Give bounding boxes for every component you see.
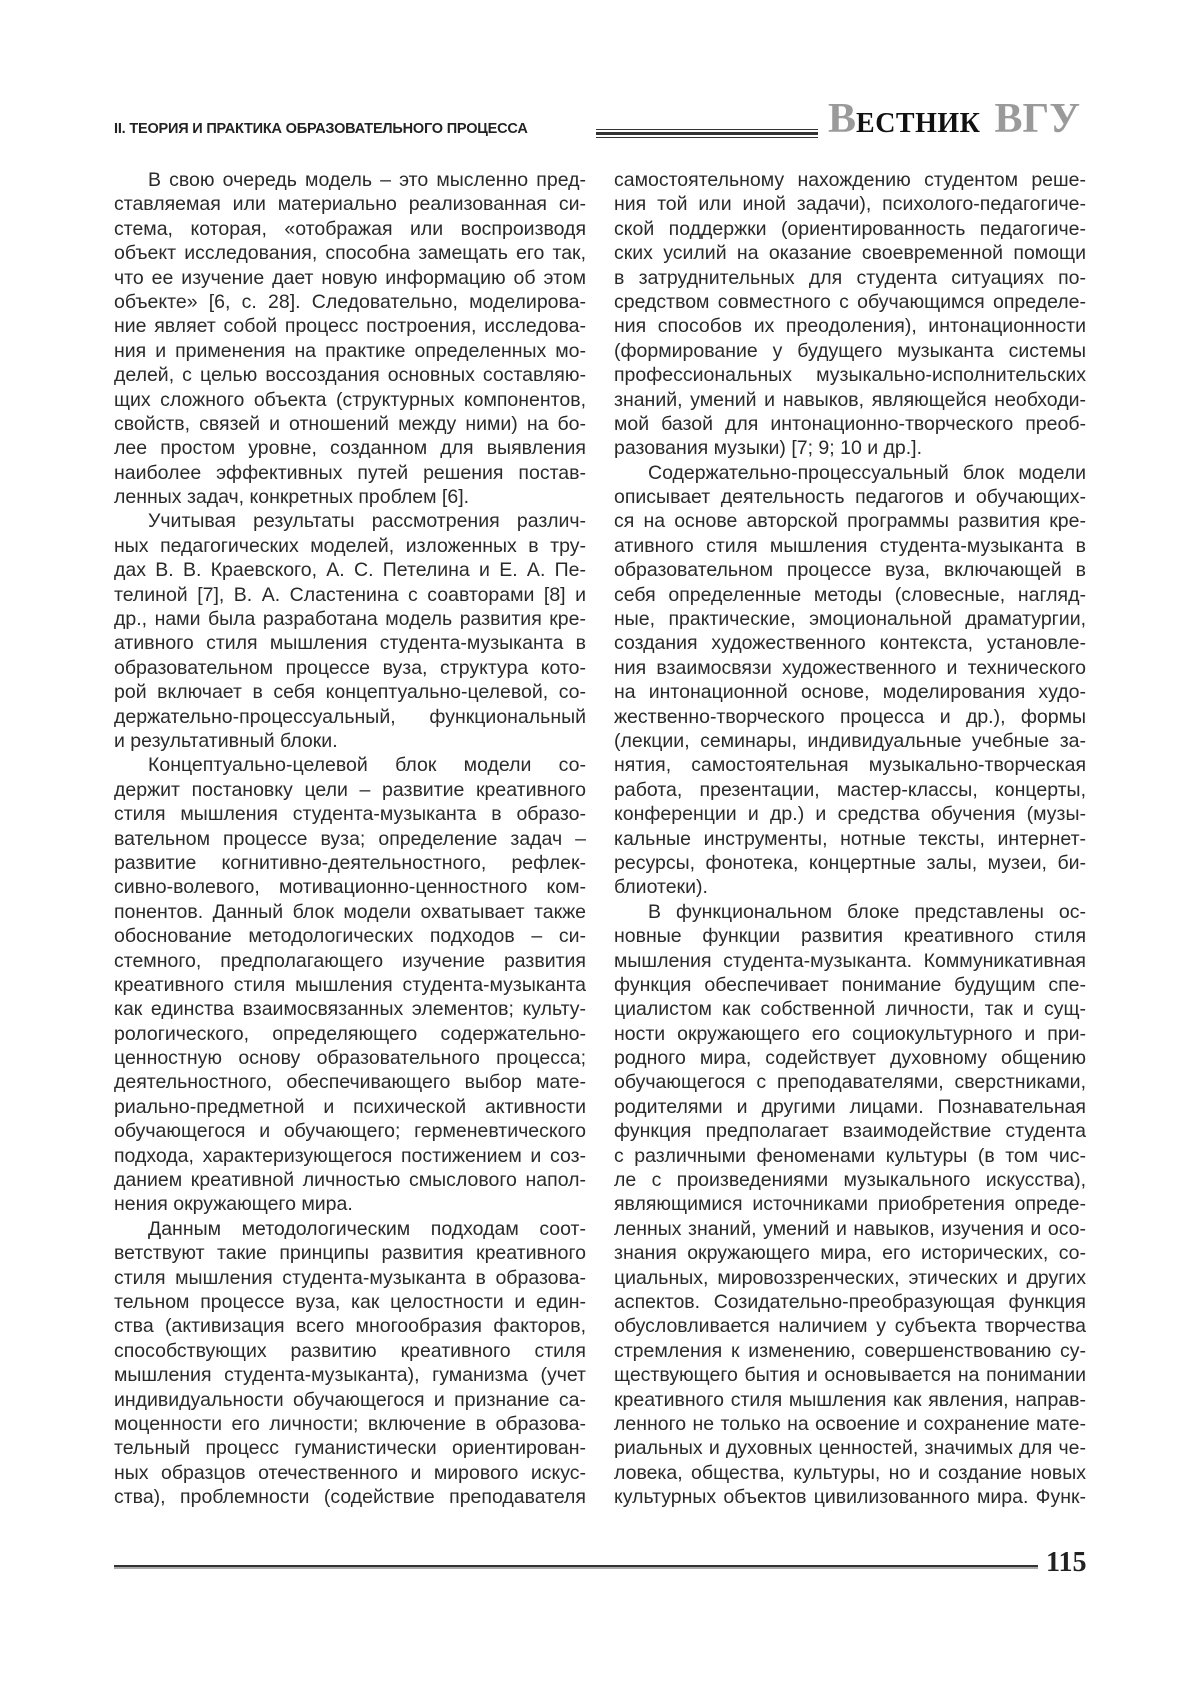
text-line bbox=[114, 363, 586, 387]
text-line bbox=[114, 314, 586, 338]
text-line bbox=[614, 827, 1086, 851]
text-line bbox=[114, 1485, 586, 1509]
text-line bbox=[614, 1144, 1086, 1168]
text-line bbox=[114, 900, 586, 924]
text-line-content: обучающегося и обучающего; герменевтического bbox=[114, 1120, 586, 1142]
text-line bbox=[114, 1046, 586, 1070]
text-line bbox=[114, 997, 586, 1021]
text-line-content: описывает деятельность педагогов и обучающих- bbox=[614, 486, 1086, 508]
text-line-content: ные, практические, эмоциональной драматургии, bbox=[614, 608, 1086, 630]
text-line bbox=[614, 753, 1086, 777]
text-line-content: тельный процесс гуманистически ориентирован- bbox=[114, 1437, 586, 1459]
text-line-content: ативного стиля мышления студента-музыканта в bbox=[614, 535, 1086, 557]
text-line bbox=[114, 1290, 586, 1314]
text-line-content: способствующих развитию креативного стиля bbox=[114, 1340, 586, 1362]
text-line-content: жественно-творческого процесса и др.), формы bbox=[614, 706, 1086, 728]
text-line-content: работа, презентации, мастер-классы, концерты, bbox=[614, 779, 1086, 801]
text-line bbox=[114, 388, 586, 412]
text-line-content: разования музыки) [7; 9; 10 и др.]. bbox=[614, 437, 922, 459]
logo-rest: ЕСТНИК bbox=[856, 108, 980, 139]
text-line bbox=[114, 436, 586, 460]
text-line-content: ветствуют такие принципы развития креативного bbox=[114, 1242, 586, 1264]
text-line-content: нятия, самостоятельная музыкально-творческая bbox=[614, 754, 1086, 776]
text-line bbox=[114, 290, 586, 314]
text-line bbox=[114, 1070, 586, 1094]
text-line-content: ленных задач, конкретных проблем [6]. bbox=[114, 486, 469, 508]
text-line bbox=[114, 1436, 586, 1460]
text-line-content: ставляемая или материально реализованная си- bbox=[114, 193, 586, 215]
text-line bbox=[614, 802, 1086, 826]
text-line-content: мышления студента-музыканта), гуманизма (учет bbox=[114, 1364, 586, 1386]
journal-logo bbox=[828, 98, 1080, 140]
text-line bbox=[614, 778, 1086, 802]
logo-first-letter: В bbox=[828, 96, 856, 142]
text-line-content: сивно-волевого, мотивационно-ценностного ком- bbox=[114, 876, 586, 898]
text-line-content: ловека, общества, культуры, но и создание новых bbox=[614, 1462, 1086, 1484]
text-line bbox=[614, 875, 1086, 899]
text-line bbox=[114, 949, 586, 973]
text-line bbox=[614, 1022, 1086, 1046]
text-line bbox=[614, 290, 1086, 314]
text-line bbox=[114, 729, 586, 753]
text-line-content: обучающегося с преподавателями, сверстниками, bbox=[614, 1071, 1086, 1093]
text-line-content: данием креативной личностью смыслового напол- bbox=[114, 1169, 586, 1191]
text-line-content: В свою очередь модель – это мысленно пред- bbox=[148, 169, 586, 191]
text-line-content: дах В. В. Краевского, А. С. Петелина и Е. А. Пе- bbox=[114, 559, 586, 581]
text-line bbox=[114, 266, 586, 290]
text-line-content: рологического, определяющего содержательно- bbox=[114, 1023, 586, 1045]
text-line bbox=[114, 827, 586, 851]
text-line-content: телиной [7], В. А. Сластенина с соавторами [8] и bbox=[114, 584, 586, 606]
paragraph bbox=[114, 168, 586, 509]
text-line bbox=[114, 485, 586, 509]
text-line bbox=[114, 680, 586, 704]
text-line-content: обусловливается наличием у субъекта творчества bbox=[614, 1315, 1086, 1337]
page-number: 115 bbox=[1046, 1547, 1086, 1579]
text-line bbox=[614, 851, 1086, 875]
text-line-content: создания художественного контекста, установле- bbox=[614, 632, 1086, 654]
text-line-content: Концептуально-целевой блок модели со- bbox=[148, 754, 586, 776]
text-line bbox=[114, 217, 586, 241]
text-line bbox=[614, 558, 1086, 582]
text-line bbox=[114, 1388, 586, 1412]
text-line bbox=[614, 1192, 1086, 1216]
text-line-content: Данным методологическим подходам соот- bbox=[148, 1218, 586, 1240]
paragraph bbox=[114, 509, 586, 753]
text-line bbox=[114, 973, 586, 997]
text-line-content: ных педагогических моделей, изложенных в тру- bbox=[114, 535, 586, 557]
text-line bbox=[114, 875, 586, 899]
text-line-content: (формирование у будущего музыканта системы bbox=[614, 340, 1086, 362]
text-line bbox=[614, 656, 1086, 680]
text-line bbox=[614, 1290, 1086, 1314]
text-line-content: на интонационной основе, моделирования худо- bbox=[614, 681, 1086, 703]
text-line bbox=[114, 851, 586, 875]
text-line-content: моценности его личности; включение в образова- bbox=[114, 1413, 586, 1435]
text-line-content: с различными феноменами культуры (в том чис- bbox=[614, 1145, 1086, 1167]
text-line-content: ства (активизация всего многообразия факторов, bbox=[114, 1315, 586, 1337]
text-line bbox=[614, 241, 1086, 265]
text-line bbox=[114, 924, 586, 948]
text-line bbox=[614, 607, 1086, 631]
text-line bbox=[114, 509, 586, 533]
text-line bbox=[614, 436, 1086, 460]
text-line bbox=[114, 583, 586, 607]
header-rule bbox=[596, 129, 818, 138]
text-line bbox=[114, 461, 586, 485]
text-line bbox=[614, 485, 1086, 509]
text-line bbox=[114, 412, 586, 436]
text-line-content: ществующего бытия и основывается на понимании bbox=[614, 1364, 1086, 1386]
text-line-content: ния и применения на практике определенных мо- bbox=[114, 340, 586, 362]
text-line-content: др., нами была разработана модель развития кре- bbox=[114, 608, 586, 630]
text-line-content: креативного стиля мышления студента-музыканта bbox=[114, 974, 586, 996]
text-line-content: держательно-процессуальный, функциональный bbox=[114, 706, 586, 728]
text-line-content: новные функции развития креативного стиля bbox=[614, 925, 1086, 947]
text-line-content: средством совместного с обучающимся определе- bbox=[614, 291, 1086, 313]
paragraph bbox=[614, 461, 1086, 900]
text-line bbox=[114, 339, 586, 363]
text-line bbox=[614, 1095, 1086, 1119]
text-line bbox=[614, 583, 1086, 607]
text-line bbox=[114, 705, 586, 729]
footer-rule bbox=[114, 1565, 1038, 1567]
paragraph bbox=[114, 1217, 586, 1510]
text-line bbox=[114, 1192, 586, 1216]
text-line-content: ативного стиля мышления студента-музыканта в bbox=[114, 632, 586, 654]
text-line-content: аспектов. Созидательно-преобразующая функция bbox=[614, 1291, 1086, 1313]
text-line-content: самостоятельному нахождению студентом реше- bbox=[614, 169, 1086, 191]
text-line-content: профессиональных музыкально-исполнительских bbox=[614, 364, 1086, 386]
text-line bbox=[114, 241, 586, 265]
text-line-content: тельном процессе вуза, как целостности и един- bbox=[114, 1291, 586, 1313]
text-line-content: индивидуальности обучающегося и признание са- bbox=[114, 1389, 586, 1411]
text-line-content: знания окружающего мира, его исторических, со- bbox=[614, 1242, 1086, 1264]
text-line-content: деятельностного, обеспечивающего выбор мате- bbox=[114, 1071, 586, 1093]
text-line-content: ресурсы, фонотека, концертные залы, музеи, би- bbox=[614, 852, 1086, 874]
text-line-content: делей, с целью воссоздания основных составляю- bbox=[114, 364, 586, 386]
text-line bbox=[114, 192, 586, 216]
text-line-content: функция обеспечивает понимание будущим спе- bbox=[614, 974, 1086, 996]
text-line bbox=[614, 1266, 1086, 1290]
text-line-content: наиболее эффективных путей решения постав- bbox=[114, 462, 586, 484]
text-line bbox=[114, 1241, 586, 1265]
text-line bbox=[614, 461, 1086, 485]
text-line-content: родного мира, содействует духовному общению bbox=[614, 1047, 1086, 1069]
text-line-content: ния взаимосвязи художественного и технического bbox=[614, 657, 1086, 679]
text-line bbox=[114, 753, 586, 777]
text-line bbox=[614, 1168, 1086, 1192]
text-line bbox=[614, 1388, 1086, 1412]
text-line bbox=[114, 1022, 586, 1046]
text-line bbox=[614, 997, 1086, 1021]
text-line bbox=[614, 1070, 1086, 1094]
text-line-content: Содержательно-процессуальный блок модели bbox=[648, 462, 1086, 484]
text-line-content: культурных объектов цивилизованного мира. Функ- bbox=[614, 1486, 1086, 1508]
text-line bbox=[114, 1461, 586, 1485]
text-line bbox=[614, 1412, 1086, 1436]
text-line-content: стремления к изменению, совершенствованию су- bbox=[614, 1340, 1086, 1362]
right-column bbox=[614, 168, 1086, 1509]
text-line-content: (лекции, семинары, индивидуальные учебные за- bbox=[614, 730, 1086, 752]
text-line bbox=[614, 631, 1086, 655]
text-line bbox=[614, 1217, 1086, 1241]
paragraph bbox=[114, 753, 586, 1216]
text-line-content: ности окружающего его социокультурного и при- bbox=[614, 1023, 1086, 1045]
text-line-content: стиля мышления студента-музыканта в образова- bbox=[114, 1267, 586, 1289]
text-line-content: как единства взаимосвязанных элементов; культу- bbox=[114, 998, 586, 1020]
text-line-content: вательном процессе вуза; определение задач – bbox=[114, 828, 586, 850]
text-line bbox=[614, 1436, 1086, 1460]
text-line bbox=[114, 534, 586, 558]
text-line-content: ных образцов отечественного и мирового искус- bbox=[114, 1462, 586, 1484]
text-line-content: родителями и другими лицами. Познавательная bbox=[614, 1096, 1086, 1118]
text-line bbox=[114, 1119, 586, 1143]
text-line bbox=[614, 314, 1086, 338]
text-line bbox=[614, 168, 1086, 192]
text-line bbox=[614, 1241, 1086, 1265]
text-line-content: циалистом как собственной личности, так и сущ- bbox=[614, 998, 1086, 1020]
text-line-content: рой включает в себя концептуально-целевой, со- bbox=[114, 681, 586, 703]
text-line bbox=[614, 1363, 1086, 1387]
text-line-content: стемного, предполагающего изучение развития bbox=[114, 950, 586, 972]
text-line bbox=[614, 729, 1086, 753]
text-line-content: Учитывая результаты рассмотрения различ- bbox=[148, 510, 586, 532]
text-line-content: объекте» [6, с. 28]. Следовательно, моделирова- bbox=[114, 291, 586, 313]
text-line-content: ле с произведениями музыкального искусства), bbox=[614, 1169, 1086, 1191]
text-line-content: мышления студента-музыканта. Коммуникативная bbox=[614, 950, 1086, 972]
text-line bbox=[114, 558, 586, 582]
text-line bbox=[614, 509, 1086, 533]
text-line-content: ния той или иной задачи), психолого-педагогиче- bbox=[614, 193, 1086, 215]
text-line bbox=[614, 217, 1086, 241]
text-line bbox=[614, 949, 1086, 973]
text-line bbox=[614, 1119, 1086, 1143]
text-line-content: знаний, умений и навыков, являющейся необходи- bbox=[614, 389, 1086, 411]
text-line bbox=[114, 168, 586, 192]
text-line bbox=[614, 705, 1086, 729]
text-line-content: являющимися источниками приобретения опреде- bbox=[614, 1193, 1086, 1215]
text-line bbox=[614, 1485, 1086, 1509]
text-line bbox=[114, 1339, 586, 1363]
text-line-content: ства), проблемности (содействие преподавателя bbox=[114, 1486, 586, 1508]
paragraph bbox=[614, 168, 1086, 461]
text-line bbox=[614, 924, 1086, 948]
running-head-section-title: II. ТЕОРИЯ И ПРАКТИКА ОБРАЗОВАТЕЛЬНОГО ПРОЦЕССА bbox=[114, 121, 528, 137]
text-line bbox=[114, 656, 586, 680]
text-line bbox=[114, 1144, 586, 1168]
text-line-content: креативного стиля мышления как явления, направ- bbox=[614, 1389, 1086, 1411]
text-line bbox=[114, 778, 586, 802]
text-line-content: циальных, мировоззренческих, этических и других bbox=[614, 1267, 1086, 1289]
text-line-content: риально-предметной и психической активности bbox=[114, 1096, 586, 1118]
text-line-content: образовательном процессе вуза, структура кото- bbox=[114, 657, 586, 679]
text-line bbox=[614, 412, 1086, 436]
text-line-content: нения окружающего мира. bbox=[114, 1193, 353, 1215]
text-line-content: ской поддержки (ориентированность педагогиче- bbox=[614, 218, 1086, 240]
text-line-content: стиля мышления студента-музыканта в образо- bbox=[114, 803, 586, 825]
logo-suffix: ВГУ bbox=[994, 96, 1080, 142]
text-line-content: конференции и др.) и средства обучения (музы- bbox=[614, 803, 1086, 825]
text-line-content: ценностную основу образовательного процесса; bbox=[114, 1047, 586, 1069]
text-line-content: ние являет собой процесс построения, исследова- bbox=[114, 315, 586, 337]
text-line bbox=[614, 900, 1086, 924]
text-line-content: ленных знаний, умений и навыков, изучения и осо- bbox=[614, 1218, 1086, 1240]
text-line-content: себя определенные методы (словесные, нагляд- bbox=[614, 584, 1086, 606]
text-line-content: ния способов их преодоления), интонационности bbox=[614, 315, 1086, 337]
text-line bbox=[614, 339, 1086, 363]
text-line-content: лее простом уровне, созданном для выявления bbox=[114, 437, 586, 459]
text-line bbox=[114, 1168, 586, 1192]
text-line-content: в затруднительных для студента ситуациях по- bbox=[614, 267, 1086, 289]
text-line bbox=[614, 192, 1086, 216]
text-line bbox=[614, 1314, 1086, 1338]
text-line-content: блиотеки). bbox=[614, 876, 708, 898]
text-line-content: стема, которая, «отображая или воспроизводя bbox=[114, 218, 586, 240]
text-line bbox=[114, 607, 586, 631]
text-line bbox=[114, 631, 586, 655]
text-line-content: щих сложного объекта (структурных компонентов, bbox=[114, 389, 586, 411]
text-line bbox=[614, 1339, 1086, 1363]
text-line-content: обоснование методологических подходов – си- bbox=[114, 925, 586, 947]
text-line bbox=[614, 1461, 1086, 1485]
text-line-content: риальных и духовных ценностей, значимых для че- bbox=[614, 1437, 1086, 1459]
text-line-content: и результативный блоки. bbox=[114, 730, 338, 752]
text-line-content: образовательном процессе вуза, включающей в bbox=[614, 559, 1086, 581]
text-line-content: ских усилий на оказание своевременной помощи bbox=[614, 242, 1086, 264]
text-line bbox=[114, 1217, 586, 1241]
text-line bbox=[114, 1095, 586, 1119]
text-line bbox=[614, 388, 1086, 412]
text-line bbox=[614, 363, 1086, 387]
text-line bbox=[614, 534, 1086, 558]
text-line-content: развитие когнитивно-деятельностного, рефлек- bbox=[114, 852, 586, 874]
text-line-content: В функциональном блоке представлены ос- bbox=[648, 901, 1086, 923]
text-line-content: кальные инструменты, нотные тексты, интернет- bbox=[614, 828, 1086, 850]
text-line-content: подхода, характеризующегося постижением и соз- bbox=[114, 1145, 586, 1167]
text-line bbox=[614, 266, 1086, 290]
text-line bbox=[114, 1363, 586, 1387]
text-line bbox=[114, 802, 586, 826]
text-line-content: ся на основе авторской программы развития кре- bbox=[614, 510, 1086, 532]
text-line bbox=[614, 1046, 1086, 1070]
text-line bbox=[114, 1266, 586, 1290]
text-line bbox=[114, 1412, 586, 1436]
text-line-content: мой базой для интонационно-творческого преоб- bbox=[614, 413, 1086, 435]
text-line-content: держит постановку цели – развитие креативного bbox=[114, 779, 586, 801]
text-line bbox=[614, 973, 1086, 997]
left-column bbox=[114, 168, 586, 1509]
text-line bbox=[614, 680, 1086, 704]
text-line-content: функция предполагает взаимодействие студента bbox=[614, 1120, 1086, 1142]
text-line-content: что ее изучение дает новую информацию об этом bbox=[114, 267, 586, 289]
text-line-content: ленного не только на освоение и сохранение мате- bbox=[614, 1413, 1086, 1435]
text-line-content: объект исследования, способна замещать его так, bbox=[114, 242, 586, 264]
text-line-content: понентов. Данный блок модели охватывает также bbox=[114, 901, 586, 923]
text-line-content: свойств, связей и отношений между ними) на бо- bbox=[114, 413, 586, 435]
paragraph bbox=[614, 900, 1086, 1510]
text-line bbox=[114, 1314, 586, 1338]
